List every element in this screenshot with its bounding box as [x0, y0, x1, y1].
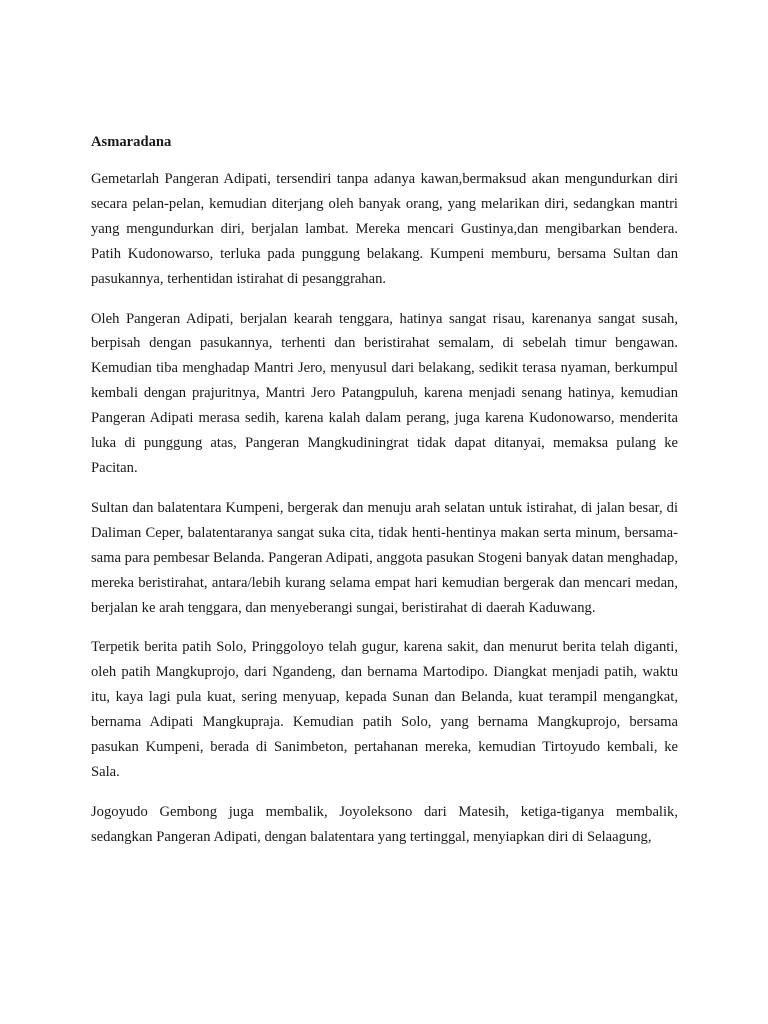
paragraph-2: Oleh Pangeran Adipati, berjalan kearah tenggara, hatinya sangat risau, karenanya sangat susah, berpisah dengan pasukannya, terhenti dan beristirahat semalam, di sebelah timur bengawan. Kemudian tiba menghadap Mantri Jero, menyusul dari belakang, sedikit terasa nyaman, berkumpul kembali dengan prajuritnya, Mantri Jero Patangpuluh, karena menjadi senang hatinya, kemudian Pangeran Adipati merasa sedih, karena kalah dalam perang, juga karena Kudonowarso, menderita luka di punggung atas, Pangeran Mangkudiningrat tidak dapat ditanyai, memaksa pulang ke Pacitan.: [91, 310, 678, 476]
paragraph-1: Gemetarlah Pangeran Adipati, tersendiri tanpa adanya kawan,bermaksud akan mengundurkan diri secara pelan-pelan, kemudian diterjang oleh banyak orang, yang melarikan diri, sedangkan mantri yang mengundurkan diri, berjalan lambat. Mereka mencari Gustinya,dan mengibarkan bendera. Patih Kudonowarso, terluka pada punggung belakang. Kumpeni memburu, bersama Sultan dan pasukannya, terhentidan istirahat di pesanggrahan.: [91, 171, 678, 287]
document-title: Asmaradana: [91, 134, 172, 150]
paragraph-4: Terpetik berita patih Solo, Pringgoloyo telah gugur, karena sakit, dan menurut berita telah diganti, oleh patih Mangkuprojo, dari Ngandeng, dan bernama Martodipo. Diangkat menjadi patih, waktu itu, kaya lagi pula kuat, sering menyuap, kepada Sunan dan Belanda, kuat terampil mengangkat, bernama Adipati Mangkupraja. Kemudian patih Solo, yang bernama Mangkuprojo, bersama pasukan Kumpeni, berada di Sanimbeton, pertahanan mereka, kemudian Tirtoyudo kembali, ke Sala.: [91, 639, 678, 780]
paragraph-5: Jogoyudo Gembong juga membalik, Joyoleksono dari Matesih, ketiga-tiganya membalik, sedangkan Pangeran Adipati, dengan balatentara yang tertinggal, menyiapkan diri di Selaagung,: [91, 803, 678, 845]
document-page: [91, 131, 678, 865]
paragraph-3: Sultan dan balatentara Kumpeni, bergerak dan menuju arah selatan untuk istirahat, di jalan besar, di Daliman Ceper, balatentaranya sangat suka cita, tidak henti-hentinya makan serta minum, bersama-sama para pembesar Belanda. Pangeran Adipati, anggota pasukan Stogeni banyak datan menghadap, mereka beristirahat, antara/lebih kurang selama empat hari kemudian bergerak dan mencari medan, berjalan ke arah tenggara, dan menyeberangi sungai, beristirahat di daerah Kaduwang.: [91, 499, 678, 616]
